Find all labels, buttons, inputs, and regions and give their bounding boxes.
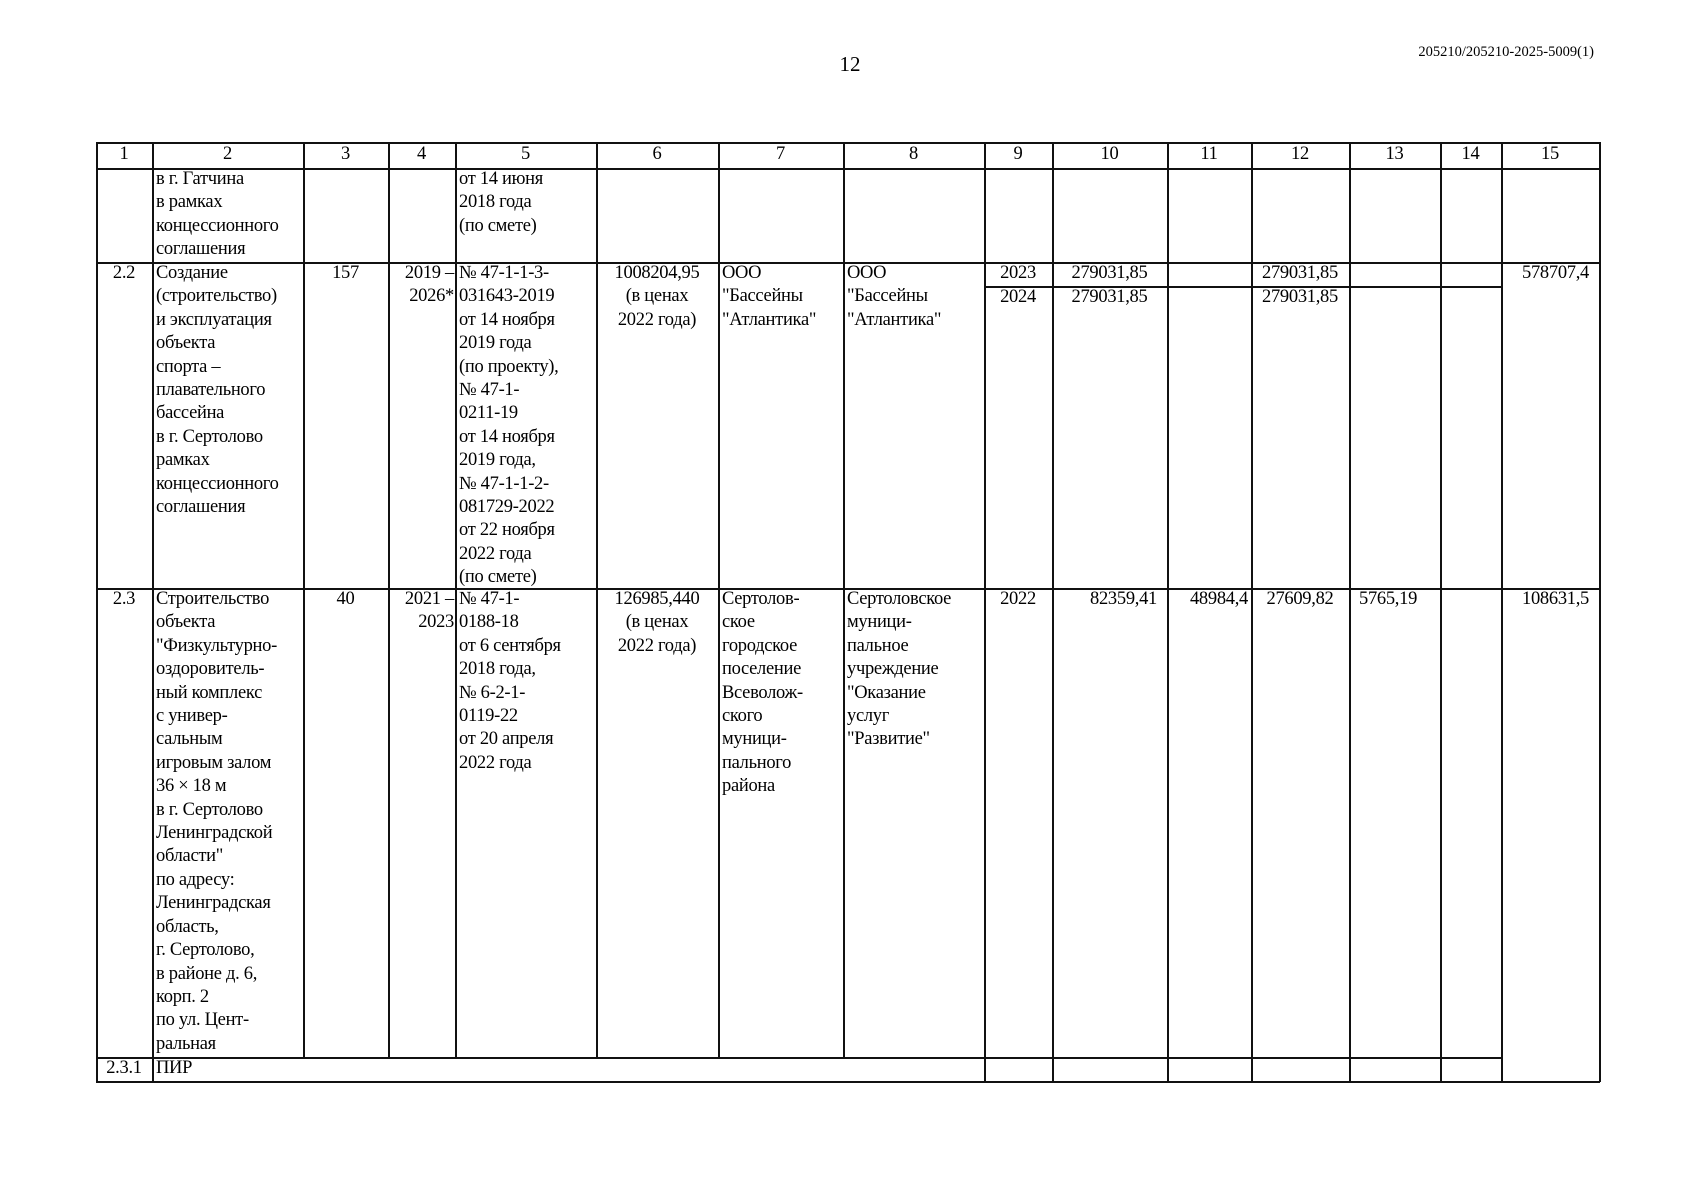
header-cell: 11 (1200, 144, 1218, 164)
cell-name: ПИР (156, 1058, 193, 1078)
cell-col11: 48984,4 (1189, 589, 1248, 609)
cell-operator: ООО "Бассейны "Атлантика" (847, 263, 942, 330)
cell-total: 279031,85 (1071, 263, 1148, 283)
cell-customer: ООО "Бассейны "Атлантика" (722, 263, 817, 330)
cell-year: 2022 (1000, 589, 1036, 609)
cell-cost: 1008204,95 (в ценах 2022 года) (614, 263, 700, 330)
table-rule (96, 168, 1600, 170)
cell-col13: 5765,19 (1359, 589, 1418, 609)
header-cell: 1 (119, 144, 129, 164)
cell-cost: 126985,440 (в ценах 2022 года) (614, 589, 700, 656)
cell-expertise: от 14 июня 2018 года (по смете) (459, 169, 543, 236)
cell-col12: 27609,82 (1266, 589, 1334, 609)
cell-total: 82359,41 (1090, 589, 1157, 609)
header-cell: 7 (776, 144, 785, 164)
table-rule (96, 1081, 1600, 1083)
header-cell: 14 (1461, 144, 1480, 164)
cell-operator: Сертоловское муници- пальное учреждение "Оказание услуг "Развитие" (847, 589, 952, 750)
cell-expertise: № 47-1- 0188-18 от 6 сентября 2018 года, № 6-2-1- 0119-22 от 20 апреля 2022 года (459, 589, 561, 773)
header-cell: 5 (521, 144, 530, 164)
cell-period: 2019 – 2026* (404, 263, 454, 307)
table-rule (1167, 142, 1169, 1082)
cell-col15: 108631,5 (1522, 589, 1589, 609)
cell-expertise: № 47-1-1-3- 031643-2019 от 14 ноября 2019 года (по проекту), № 47-1- 0211-19 от 14 ноября 2019 года, № 47-1-1-2- 081729-2022 от 22 ноября 2022 года (по смете) (459, 263, 559, 588)
page-number: 12 (839, 52, 861, 76)
cell-name: Создание (строительство) и эксплуатация объекта спорта – плавательного бассейна в г. Сертолово рамках концессионного соглашения (156, 263, 279, 518)
cell-period: 2021 – 2023 (404, 589, 454, 633)
cell-customer: Сертолов- ское городское поселение Всеволож- ского муници- пального района (722, 589, 803, 797)
header-cell: 8 (909, 144, 918, 164)
cell-number: 2.3.1 (106, 1058, 142, 1078)
cell-col3: 157 (332, 263, 359, 283)
cell-name: в г. Гатчина в рамках концессионного соглашения (156, 169, 279, 260)
cell-year: 2024 (1000, 287, 1036, 307)
header-cell: 6 (652, 144, 662, 164)
cell-col12: 279031,85 (1262, 287, 1338, 307)
document-id: 205210/205210-2025-5009(1) (1418, 44, 1594, 60)
cell-name: Строительство объекта "Физкультурно- оздоровитель- ный комплекс с универ- сальным игровым залом 36 × 18 м в г. Сертолово Ленинградской области" по адресу: Ленинградская область, г. Сертолово, в районе д. 6, корп. 2 по ул. Цент- ральная (156, 589, 277, 1054)
header-cell: 12 (1291, 144, 1309, 164)
header-cell: 2 (223, 144, 232, 164)
header-cell: 3 (341, 144, 350, 164)
cell-total: 279031,85 (1071, 287, 1148, 307)
cell-col15: 578707,4 (1522, 263, 1589, 283)
cell-col12: 279031,85 (1262, 263, 1338, 283)
header-cell: 15 (1541, 144, 1559, 164)
table-rule (1440, 142, 1442, 1082)
cell-col3: 40 (336, 589, 355, 609)
header-cell: 13 (1385, 144, 1404, 164)
table-rule (1349, 142, 1351, 1082)
header-cell: 4 (417, 144, 426, 164)
cell-number: 2.2 (112, 263, 136, 283)
cell-year: 2023 (1000, 263, 1036, 283)
header-cell: 9 (1013, 144, 1023, 164)
header-cell: 10 (1100, 144, 1119, 164)
cell-number: 2.3 (112, 589, 136, 609)
table-rule (1599, 142, 1601, 1082)
